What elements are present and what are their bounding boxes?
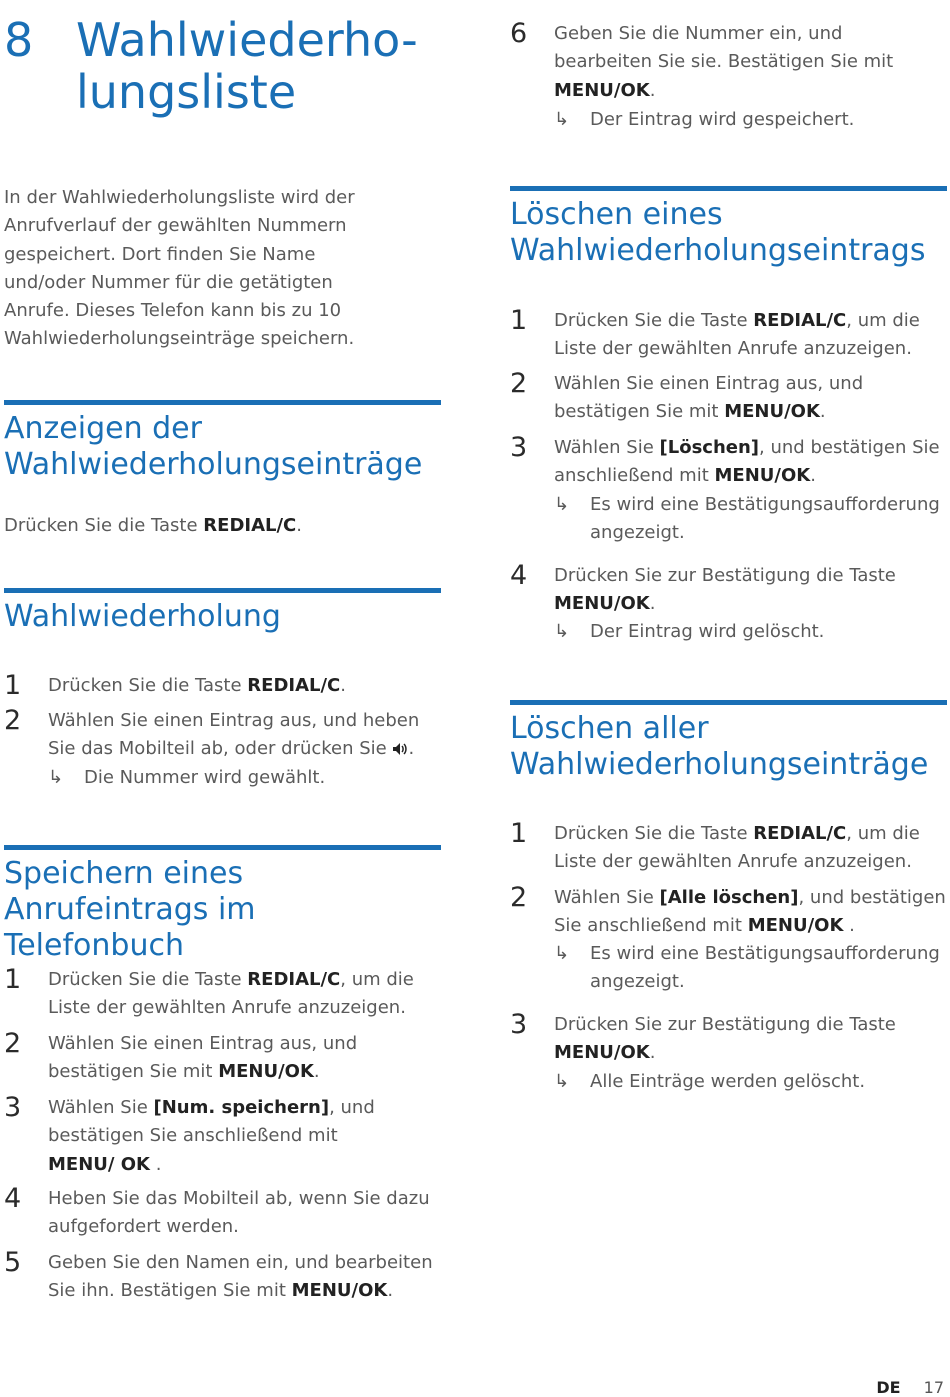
section-title: Löschen eines Wahlwiederholungseintrags: [510, 197, 926, 268]
step-text: Wählen Sie einen Eintrag aus, und bestätigen Sie mit MENU/OK.: [554, 373, 864, 423]
step-number: 4: [510, 560, 528, 591]
step-number: 3: [4, 1092, 22, 1123]
step-number: 2: [4, 705, 22, 736]
section-title: Wahlwiederholung: [4, 599, 281, 634]
section-title: Anzeigen der Wahlwiederholungseinträge: [4, 411, 423, 482]
intro-paragraph: In der Wahlwiederholungsliste wird der Anrufverlauf der gewählten Nummern gespeichert. Dort finden Sie Name und/oder Nummer für die getätigten Anrufe. Dieses Telefon kann bis zu 10 Wahlwiederholungseinträge speichern.: [4, 187, 355, 350]
step-number: 2: [4, 1028, 22, 1059]
step-text: Drücken Sie die Taste REDIAL/C, um die Liste der gewählten Anrufe anzuzeigen.: [554, 310, 920, 360]
delete-one-step-1: [510, 307, 947, 367]
page-number: 17: [923, 1378, 944, 1397]
step-text: Wählen Sie [Alle löschen], und bestätigen Sie anschließend mit MENU/OK .: [554, 887, 946, 937]
save-step-6: [510, 20, 947, 105]
delete-one-step-2: [510, 370, 947, 430]
step-text: Heben Sie das Mobilteil ab, wenn Sie dazu aufgefordert werden.: [48, 1188, 430, 1238]
save-step-3: [4, 1094, 441, 1179]
delete-one-confirm-result: ↳ Es wird eine Bestätigungsaufforderung angezeigt.: [554, 491, 947, 551]
delete-all-step-1: [510, 820, 947, 880]
step-text: Drücken Sie die Taste REDIAL/C, um die Liste der gewählten Anrufe anzuzeigen.: [48, 969, 414, 1019]
step-text: Wählen Sie einen Eintrag aus, und heben Sie das Mobilteil ab, oder drücken Sie .: [48, 707, 441, 766]
save-result: ↳ Der Eintrag wird gespeichert.: [554, 106, 947, 136]
step-text: Drücken Sie zur Bestätigung die Taste MENU/OK.: [554, 565, 896, 615]
save-step-1: [4, 966, 441, 1026]
section-rule: [4, 588, 441, 593]
result-arrow-icon: ↳: [554, 943, 570, 964]
step-number: 6: [510, 18, 528, 49]
delete-one-step-3: [510, 434, 947, 494]
result-arrow-icon: ↳: [554, 494, 570, 515]
step-text: Drücken Sie die Taste REDIAL/C.: [48, 675, 346, 696]
step-text: Wählen Sie [Num. speichern], und bestätigen Sie anschließend mit MENU/ OK .: [48, 1097, 375, 1175]
redial-result: ↳ Die Nummer wird gewählt.: [48, 764, 441, 794]
result-arrow-icon: ↳: [554, 109, 570, 130]
step-number: 2: [510, 882, 528, 913]
step-text: Wählen Sie [Löschen], und bestätigen Sie anschließend mit MENU/OK.: [554, 437, 940, 487]
section-view-entries: [4, 400, 441, 483]
section-delete-all: [510, 700, 947, 783]
delete-one-step-4: [510, 562, 947, 622]
step-number: 1: [510, 305, 528, 336]
section-save-entry: [4, 845, 441, 964]
section-title: Speichern eines Anrufeintrags im Telefonbuch: [4, 856, 256, 963]
result-arrow-icon: ↳: [554, 1071, 570, 1092]
section-rule: [510, 700, 947, 705]
delete-one-done-result: ↳ Der Eintrag wird gelöscht.: [554, 618, 947, 648]
delete-all-done-result: ↳ Alle Einträge werden gelöscht.: [554, 1068, 947, 1098]
step-number: 2: [510, 368, 528, 399]
chapter-title-line: Wahlwiederho-: [76, 13, 418, 67]
section-delete-entry: [510, 186, 947, 269]
delete-all-step-3: [510, 1011, 947, 1071]
section-rule: [4, 845, 441, 850]
section-redial: [4, 588, 441, 635]
language-code: DE: [876, 1378, 901, 1397]
result-arrow-icon: ↳: [48, 767, 64, 788]
save-step-5: [4, 1249, 441, 1309]
result-arrow-icon: ↳: [554, 621, 570, 642]
step-text: Geben Sie den Namen ein, und bearbeiten Sie ihn. Bestätigen Sie mit MENU/OK.: [48, 1252, 433, 1302]
step-text: Drücken Sie zur Bestätigung die Taste MENU/OK.: [554, 1014, 896, 1064]
view-instruction: Drücken Sie die Taste REDIAL/C.: [4, 515, 302, 536]
delete-all-step-2: [510, 884, 947, 944]
redial-step-2: [4, 707, 441, 767]
step-number: 1: [4, 670, 22, 701]
chapter-title: [76, 14, 456, 118]
chapter-heading: [4, 14, 464, 134]
step-text: Geben Sie die Nummer ein, und bearbeiten Sie sie. Bestätigen Sie mit MENU/OK.: [554, 23, 894, 101]
save-step-2: [4, 1030, 441, 1090]
chapter-title-line: lungsliste: [76, 65, 297, 119]
chapter-number: 8: [4, 13, 34, 67]
section-rule: [510, 186, 947, 191]
step-number: 1: [4, 964, 22, 995]
section-title: Löschen aller Wahlwiederholungseinträge: [510, 711, 929, 782]
step-number: 3: [510, 432, 528, 463]
step-text: Wählen Sie einen Eintrag aus, und bestätigen Sie mit MENU/OK.: [48, 1033, 358, 1083]
step-number: 4: [4, 1183, 22, 1214]
speaker-call-icon: [392, 737, 408, 765]
step-number: 5: [4, 1247, 22, 1278]
redial-step-1: [4, 672, 441, 702]
page-footer: [876, 1378, 944, 1397]
step-number: 1: [510, 818, 528, 849]
step-number: 3: [510, 1009, 528, 1040]
step-text: Drücken Sie die Taste REDIAL/C, um die Liste der gewählten Anrufe anzuzeigen.: [554, 823, 920, 873]
section-rule: [4, 400, 441, 405]
save-step-4: [4, 1185, 441, 1245]
delete-all-confirm-result: ↳ Es wird eine Bestätigungsaufforderung angezeigt.: [554, 940, 947, 1000]
